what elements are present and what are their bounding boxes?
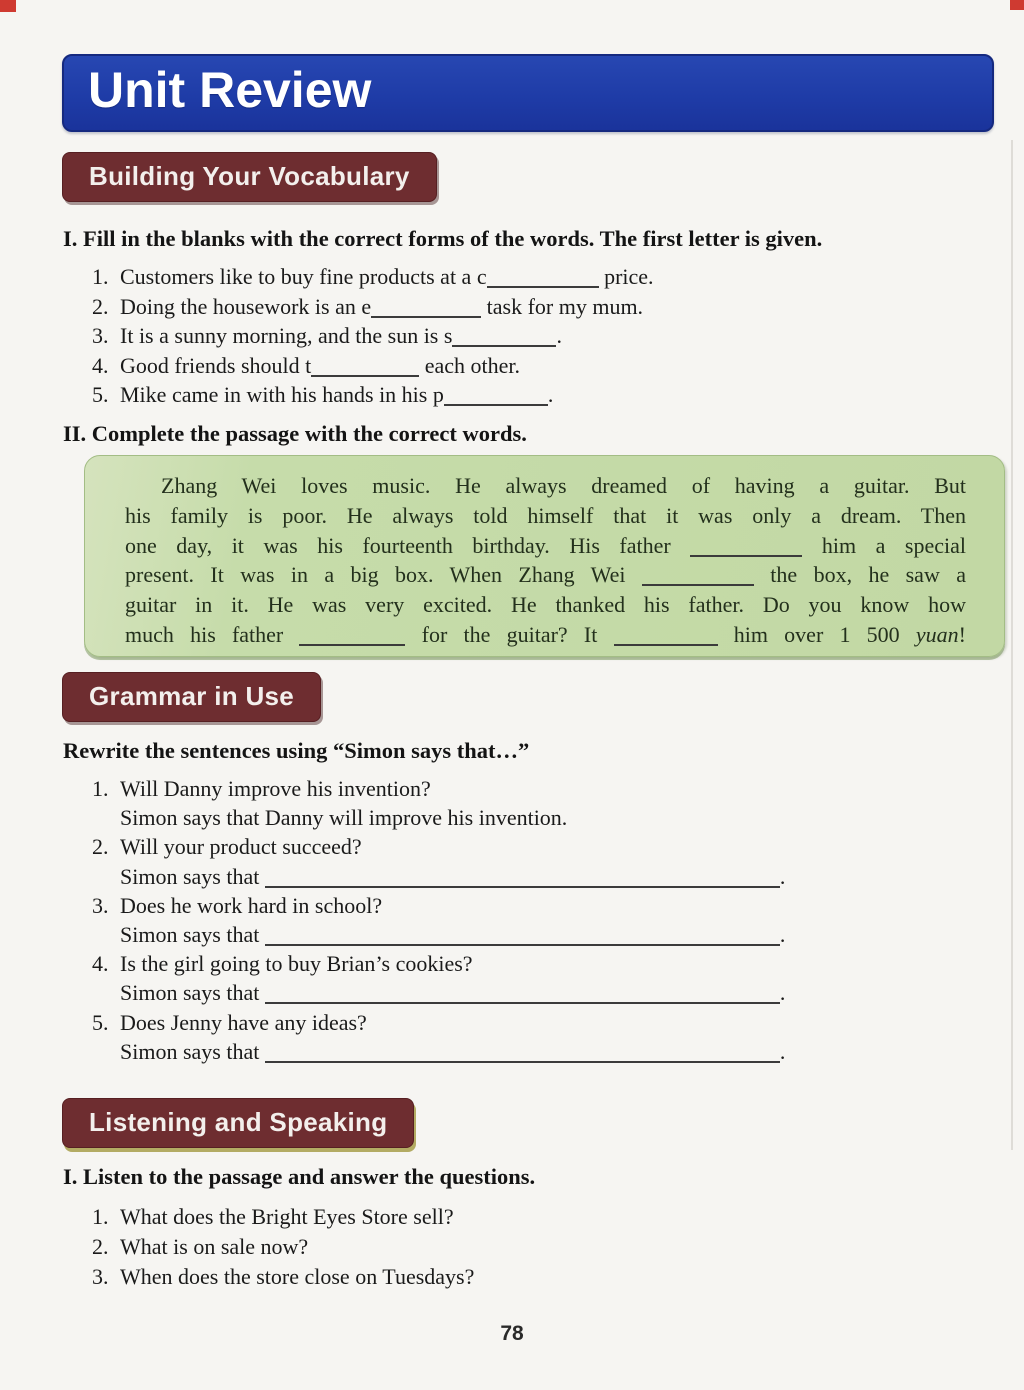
text-run: much his father — [125, 621, 300, 647]
grammar-question — [92, 832, 992, 861]
text-run: guitar in it. He was very excited. He thanked his father. Do you know how — [125, 592, 966, 618]
vocabulary-item — [92, 292, 992, 322]
blank-line — [265, 939, 780, 946]
passage-line — [125, 590, 966, 620]
blank-line — [444, 399, 548, 406]
item-number: 5. — [92, 382, 109, 407]
passage-line — [125, 531, 966, 561]
text-run: Simon says that — [120, 1038, 265, 1064]
text-run: Simon says that — [120, 922, 265, 948]
text-run: Customers like to buy fine products at a c — [120, 264, 487, 289]
text-run: Mike came in with his hands in his p — [120, 382, 444, 407]
page-title: Unit Review — [88, 62, 372, 118]
text-run: price. — [598, 264, 654, 289]
text-run: Doing the housework is an e — [120, 293, 372, 319]
question-text: What is on sale now? — [120, 1234, 309, 1259]
blank-line — [299, 639, 405, 646]
text-run: yuan — [915, 621, 959, 647]
item-sentence — [120, 382, 553, 407]
text-run: the box, he saw a — [753, 562, 966, 588]
item-number: 3. — [92, 892, 109, 918]
section-tag-label: Listening and Speaking — [89, 1106, 388, 1137]
listening-item — [92, 1232, 992, 1262]
section-tag-grammar — [62, 672, 321, 722]
unit-review-banner — [62, 54, 994, 132]
vocabulary-item — [92, 321, 992, 351]
text-run: each other. — [419, 352, 521, 378]
question-text: Does Jenny have any ideas? — [120, 1009, 367, 1035]
text-run: . — [779, 863, 786, 889]
text-run: . — [779, 1038, 786, 1064]
page-scan-fold-line — [1011, 140, 1013, 1150]
grammar-item — [92, 1008, 992, 1066]
section-tag-label: Building Your Vocabulary — [89, 160, 410, 191]
passage-line — [125, 471, 966, 501]
grammar-answer — [120, 1037, 992, 1066]
item-number: 1. — [92, 776, 109, 801]
item-number: 2. — [92, 834, 109, 860]
text-run: . — [779, 922, 786, 948]
exercise2-title: II. Complete the passage with the correct words. — [63, 421, 527, 446]
passage-box — [84, 455, 1005, 657]
grammar-question — [92, 774, 992, 803]
text-run: task for my mum. — [481, 293, 644, 319]
text-run: Simon says that Danny will improve his invention. — [120, 805, 568, 831]
passage-line — [125, 501, 966, 531]
text-run: . — [547, 382, 554, 407]
blank-line — [311, 370, 419, 377]
vocabulary-item — [92, 380, 992, 410]
text-run: ! — [958, 621, 966, 647]
exercise1-title: I. Fill in the blanks with the correct forms of the words. The first letter is given. — [63, 226, 823, 251]
grammar-question — [92, 1008, 992, 1037]
question-text: Does he work hard in school? — [120, 892, 383, 918]
section-tag-listening — [62, 1098, 414, 1148]
item-sentence — [120, 353, 520, 378]
grammar-item — [92, 949, 992, 1007]
item-number: 3. — [92, 323, 109, 348]
blank-line — [452, 340, 556, 347]
text-run: It is a sunny morning, and the sun is s — [120, 323, 453, 348]
scan-corner-mark-left — [0, 0, 16, 12]
vocabulary-fill-in-list — [92, 262, 992, 410]
listening-question-list — [92, 1202, 992, 1292]
blank-line — [265, 997, 780, 1004]
question-text: What does the Bright Eyes Store sell? — [120, 1204, 454, 1229]
item-number: 5. — [92, 1009, 109, 1035]
item-number: 1. — [92, 1204, 109, 1229]
grammar-answer — [120, 803, 992, 832]
text-run: Simon says that — [120, 863, 265, 889]
blank-line — [614, 639, 718, 646]
grammar-item — [92, 774, 992, 832]
listening-exercise-title: I. Listen to the passage and answer the questions. — [63, 1164, 536, 1189]
passage-line — [125, 620, 966, 650]
grammar-exercise-title: Rewrite the sentences using “Simon says that…” — [63, 738, 530, 763]
blank-line — [642, 579, 754, 586]
grammar-rewrite-list — [92, 774, 992, 1066]
item-sentence — [120, 294, 643, 319]
grammar-item — [92, 891, 992, 949]
text-run: him over 1 500 — [717, 621, 916, 647]
grammar-answer — [120, 862, 992, 891]
blank-line — [265, 1056, 780, 1063]
listening-item — [92, 1202, 992, 1232]
blank-line — [690, 550, 802, 557]
question-text: Is the girl going to buy Brian’s cookies? — [120, 951, 473, 977]
grammar-item — [92, 832, 992, 890]
blank-line — [487, 281, 599, 288]
blank-line — [265, 881, 780, 888]
item-number: 4. — [92, 951, 109, 977]
item-number: 1. — [92, 264, 109, 289]
question-text: Will your product succeed? — [120, 834, 362, 860]
passage-line — [125, 560, 966, 590]
item-number: 3. — [92, 1264, 109, 1289]
question-text: Will Danny improve his invention? — [120, 776, 431, 801]
scan-corner-mark-right — [1010, 0, 1024, 10]
item-sentence — [120, 264, 654, 289]
item-sentence — [120, 323, 562, 348]
item-number: 2. — [92, 293, 109, 319]
text-run: him a special — [802, 532, 966, 558]
text-run: present. It was in a big box. When Zhang Wei — [125, 562, 642, 588]
text-run: . — [779, 980, 786, 1006]
text-run: one day, it was his fourteenth birthday. His father — [125, 532, 691, 558]
section-tag-label: Grammar in Use — [89, 680, 295, 711]
question-text: When does the store close on Tuesdays? — [120, 1264, 475, 1289]
grammar-question — [92, 949, 992, 978]
text-run: Good friends should t — [120, 352, 312, 378]
listening-item — [92, 1262, 992, 1292]
text-run: Simon says that — [120, 980, 265, 1006]
vocabulary-item — [92, 351, 992, 381]
grammar-answer — [120, 978, 992, 1007]
section-tag-vocabulary — [62, 152, 437, 202]
blank-line — [371, 311, 481, 318]
text-run: Zhang Wei loves music. He always dreamed of having a guitar. But — [161, 473, 966, 498]
text-run: his family is poor. He always told himself that it was only a dream. Then — [125, 502, 966, 528]
item-number: 2. — [92, 1234, 109, 1259]
vocabulary-item — [92, 262, 992, 292]
grammar-answer — [120, 920, 992, 949]
page-number: 78 — [500, 1322, 524, 1345]
text-run: . — [556, 323, 562, 348]
text-run: for the guitar? It — [405, 621, 614, 647]
grammar-question — [92, 891, 992, 920]
item-number: 4. — [92, 352, 109, 378]
